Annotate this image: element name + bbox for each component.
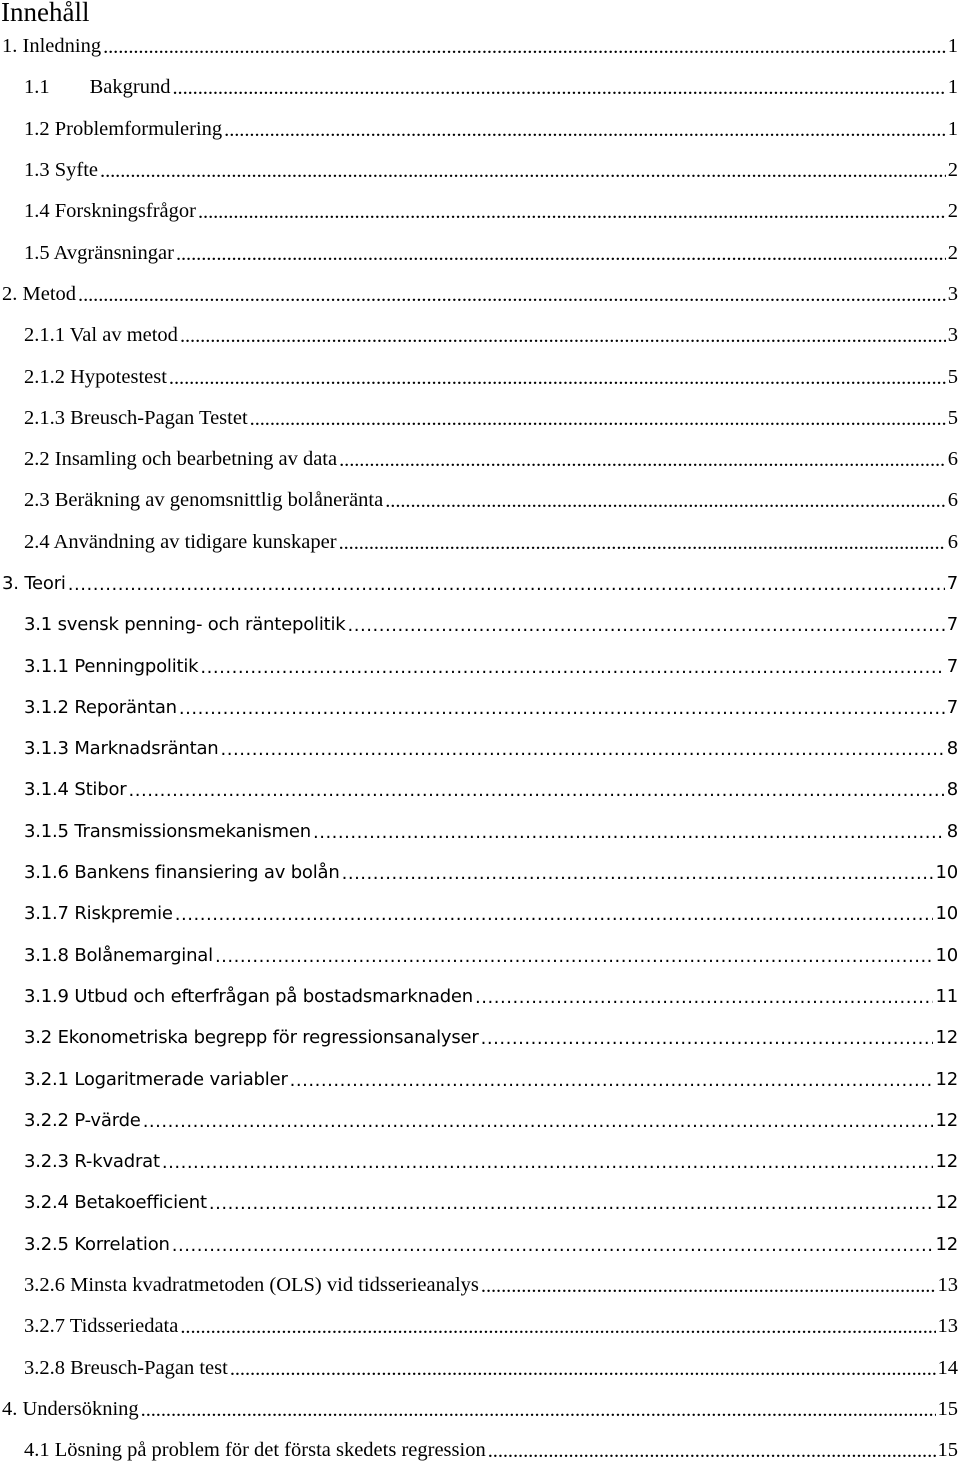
toc-entry-title: Bolånemarginal: [74, 944, 213, 966]
toc-entry-number: 2.1.2: [24, 365, 65, 388]
toc-dot-leader: [176, 243, 946, 266]
toc-entry[interactable]: [0, 893, 960, 934]
toc-page-number: 12: [935, 1151, 958, 1173]
toc-heading: Innehåll: [1, 0, 90, 27]
toc-dot-leader: [100, 160, 946, 183]
toc-page-number: 2: [947, 241, 958, 264]
toc-entry[interactable]: [0, 398, 960, 439]
toc-page-number: 12: [935, 1233, 958, 1255]
toc-page-number: 2: [947, 159, 958, 182]
toc-entry-title: Marknadsräntan: [74, 738, 219, 760]
toc-entry-title: Beräkning av genomsnittlig bolåneränta: [54, 489, 384, 512]
toc-page-number: 12: [935, 1068, 958, 1090]
toc-entry[interactable]: [0, 563, 960, 604]
toc-entry-number: 3.1: [24, 614, 53, 636]
toc-entry-number: 3.1.6: [24, 862, 69, 884]
toc-entry[interactable]: [0, 645, 960, 686]
toc-dot-leader: [162, 1152, 934, 1173]
toc-entry-title: Teori: [24, 573, 66, 594]
toc-dot-leader: [169, 367, 946, 390]
toc-entry-title: Reporäntan: [74, 696, 177, 718]
toc-entry[interactable]: [0, 1141, 960, 1182]
toc-dot-leader: [481, 1028, 934, 1049]
toc-entry-title: Korrelation: [74, 1233, 170, 1255]
toc-dot-leader: [143, 1111, 934, 1132]
toc-entry-title: Logaritmerade variabler: [74, 1068, 288, 1090]
toc-entry-title: svensk penning- och räntepolitik: [57, 614, 346, 636]
toc-entry-number: 3.2.2: [24, 1109, 69, 1131]
toc-entry-title: Användning av tidigare kunskaper: [53, 530, 337, 553]
toc-dot-leader: [172, 1235, 934, 1256]
toc-page-number: 15: [937, 1397, 958, 1420]
toc-entry-number: 3.: [2, 573, 19, 594]
toc-entry-title: Undersökning: [22, 1397, 139, 1420]
toc-entry[interactable]: [0, 232, 960, 273]
toc-page-number: 8: [946, 779, 958, 801]
toc-entry-number: 3.2.6: [24, 1274, 65, 1297]
toc-entry-number: 2.4: [24, 530, 50, 553]
toc-dot-leader: [488, 1440, 936, 1463]
toc-dot-leader: [313, 822, 945, 843]
toc-entry-title: Bakgrund: [89, 76, 171, 99]
toc-entry[interactable]: [0, 1182, 960, 1223]
toc-dot-leader: [175, 904, 934, 925]
toc-dot-leader: [68, 574, 945, 595]
toc-entry[interactable]: [0, 274, 960, 315]
toc-entry-title: R-kvadrat: [74, 1151, 160, 1173]
toc-entry-number: 1.1: [24, 76, 50, 99]
toc-page-number: 10: [935, 903, 958, 925]
toc-entry-number: 3.2.7: [24, 1315, 65, 1338]
toc-entry[interactable]: [0, 67, 960, 108]
toc-entry-number: 2.: [2, 282, 18, 305]
toc-entry-title: Forskningsfrågor: [54, 200, 196, 223]
toc-entry[interactable]: [0, 1224, 960, 1265]
toc-entry-number: 3.2: [24, 1027, 53, 1049]
toc-entry-title: Breusch-Pagan test: [70, 1356, 228, 1379]
toc-entry-title: Metod: [22, 282, 77, 305]
toc-page-number: 7: [946, 655, 958, 677]
toc-dot-leader: [475, 987, 933, 1008]
toc-dot-leader: [180, 325, 946, 348]
toc-dot-leader: [172, 77, 945, 100]
toc-entry-number: 2.1.3: [24, 406, 65, 429]
toc-page-number: 13: [937, 1274, 958, 1297]
toc-entry-number: 1.4: [24, 200, 50, 223]
toc-entry-title: Stibor: [74, 779, 127, 801]
toc-entry-number: 3.1.3: [24, 738, 69, 760]
toc-entry-number: 3.2.4: [24, 1192, 69, 1214]
toc-entry-number: 3.1.7: [24, 903, 69, 925]
toc-entry-title: Breusch-Pagan Testet: [70, 406, 248, 429]
toc-dot-leader: [224, 119, 946, 142]
toc-entry[interactable]: [0, 26, 960, 67]
toc-entry-number: 3.1.1: [24, 655, 69, 677]
toc-entry-number: 3.2.1: [24, 1068, 69, 1090]
toc-entry-title: Tidsseriedata: [69, 1315, 179, 1338]
toc-entry-number: 3.1.5: [24, 820, 69, 842]
toc-entry-number: 3.1.4: [24, 779, 69, 801]
toc-dot-leader: [128, 780, 944, 801]
toc-page-number: 5: [947, 365, 958, 388]
toc-page-number: 7: [946, 614, 958, 636]
toc-page-number: 6: [947, 448, 958, 471]
toc-dot-leader: [179, 698, 945, 719]
toc-dot-leader: [250, 408, 946, 431]
toc-entry[interactable]: [0, 1348, 960, 1389]
toc-entry[interactable]: [0, 769, 960, 810]
toc-entry[interactable]: [0, 315, 960, 356]
toc-entry[interactable]: [0, 1100, 960, 1141]
toc-entry[interactable]: [0, 109, 960, 150]
toc-entry-title: Insamling och bearbetning av data: [54, 448, 338, 471]
table-of-contents: [0, 26, 960, 1471]
toc-entry-number: 3.1.9: [24, 985, 69, 1007]
toc-dot-leader: [141, 1399, 936, 1422]
toc-entry[interactable]: [0, 1058, 960, 1099]
toc-dot-leader: [385, 490, 946, 513]
toc-dot-leader: [103, 36, 946, 59]
toc-dot-leader: [180, 1316, 935, 1339]
toc-dot-leader: [230, 1358, 936, 1381]
toc-entry-title: Bankens finansiering av bolån: [74, 862, 340, 884]
toc-page-number: 14: [937, 1356, 958, 1379]
toc-page-number: 11: [935, 985, 958, 1007]
toc-page-number: 6: [947, 530, 958, 553]
toc-dot-leader: [339, 449, 946, 472]
toc-entry[interactable]: [0, 439, 960, 480]
toc-entry-title: Transmissionsmekanismen: [74, 820, 311, 842]
toc-entry-title: Inledning: [22, 35, 102, 58]
toc-entry[interactable]: [0, 1306, 960, 1347]
toc-entry-title: Minsta kvadratmetoden (OLS) vid tidsserieanalys: [70, 1274, 479, 1297]
toc-page-number: 13: [937, 1315, 958, 1338]
toc-page-number: 6: [947, 489, 958, 512]
toc-entry-number: 3.1.8: [24, 944, 69, 966]
toc-entry-number: 3.2.3: [24, 1151, 69, 1173]
toc-entry-title: P-värde: [74, 1109, 141, 1131]
toc-entry[interactable]: [0, 191, 960, 232]
toc-entry[interactable]: [0, 356, 960, 397]
toc-entry-number: 2.3: [24, 489, 50, 512]
toc-page-number: 1: [947, 35, 958, 58]
toc-page-number: 12: [935, 1027, 958, 1049]
toc-entry[interactable]: [0, 976, 960, 1017]
toc-entry[interactable]: [0, 1430, 960, 1471]
toc-page-number: 10: [935, 862, 958, 884]
toc-entry-title: Lösning på problem för det första skedets regression: [54, 1439, 486, 1462]
toc-page-number: 12: [935, 1109, 958, 1131]
toc-dot-leader: [481, 1275, 936, 1298]
toc-entry-number: 4.1: [24, 1439, 50, 1462]
toc-page-number: 5: [947, 406, 958, 429]
toc-page-number: 1: [947, 117, 958, 140]
toc-page-number: 10: [935, 944, 958, 966]
toc-entry[interactable]: [0, 480, 960, 521]
toc-entry[interactable]: [0, 687, 960, 728]
toc-entry-number: 3.2.8: [24, 1356, 65, 1379]
toc-entry-title: Val av metod: [69, 324, 178, 347]
toc-entry-title: Riskpremie: [74, 903, 173, 925]
toc-entry-number: 1.5: [24, 241, 50, 264]
toc-page-number: 1: [947, 76, 958, 99]
toc-dot-leader: [221, 739, 945, 760]
toc-page-number: 8: [946, 820, 958, 842]
toc-entry[interactable]: [0, 522, 960, 563]
toc-entry[interactable]: [0, 604, 960, 645]
toc-entry[interactable]: [0, 935, 960, 976]
toc-entry-number: 4.: [2, 1397, 18, 1420]
toc-page-number: 7: [946, 696, 958, 718]
toc-entry-title: Penningpolitik: [74, 655, 199, 677]
toc-entry-number: 2.1.1: [24, 324, 65, 347]
toc-entry-number: 2.2: [24, 448, 50, 471]
toc-entry-number: 1.3: [24, 159, 50, 182]
toc-dot-leader: [198, 201, 946, 224]
toc-page-number: 3: [947, 324, 958, 347]
toc-entry-number: 3.2.5: [24, 1233, 69, 1255]
toc-entry[interactable]: [0, 852, 960, 893]
toc-page-number: 3: [947, 282, 958, 305]
toc-entry-title: Problemformulering: [54, 117, 223, 140]
toc-page-number: 8: [946, 738, 958, 760]
toc-entry-number: 3.1.2: [24, 696, 69, 718]
toc-entry-title: Utbud och efterfrågan på bostadsmarknaden: [74, 985, 473, 1007]
toc-dot-leader: [78, 284, 946, 307]
toc-page-number: 2: [947, 200, 958, 223]
toc-entry-title: Ekonometriska begrepp för regressionsanalyser: [57, 1027, 479, 1049]
toc-page-number: 15: [937, 1439, 958, 1462]
toc-dot-leader: [200, 657, 944, 678]
toc-entry[interactable]: [0, 150, 960, 191]
toc-dot-leader: [339, 532, 946, 555]
toc-entry[interactable]: [0, 1017, 960, 1058]
toc-entry[interactable]: [0, 1389, 960, 1430]
toc-entry[interactable]: [0, 728, 960, 769]
toc-entry-title: Syfte: [54, 159, 99, 182]
toc-entry-number: 1.2: [24, 117, 50, 140]
toc-page-number: 12: [935, 1192, 958, 1214]
toc-entry-title: Avgränsningar: [53, 241, 174, 264]
toc-entry[interactable]: [0, 811, 960, 852]
toc-dot-leader: [290, 1070, 934, 1091]
toc-entry-title: Hypotestest: [70, 365, 167, 388]
toc-entry-number: 1.: [2, 35, 18, 58]
toc-entry[interactable]: [0, 1265, 960, 1306]
toc-dot-leader: [342, 863, 934, 884]
toc-dot-leader: [215, 946, 934, 967]
toc-dot-leader: [348, 615, 945, 636]
toc-page-number: 7: [946, 573, 958, 594]
toc-dot-leader: [209, 1193, 934, 1214]
toc-entry-title: Betakoefficient: [74, 1192, 207, 1214]
